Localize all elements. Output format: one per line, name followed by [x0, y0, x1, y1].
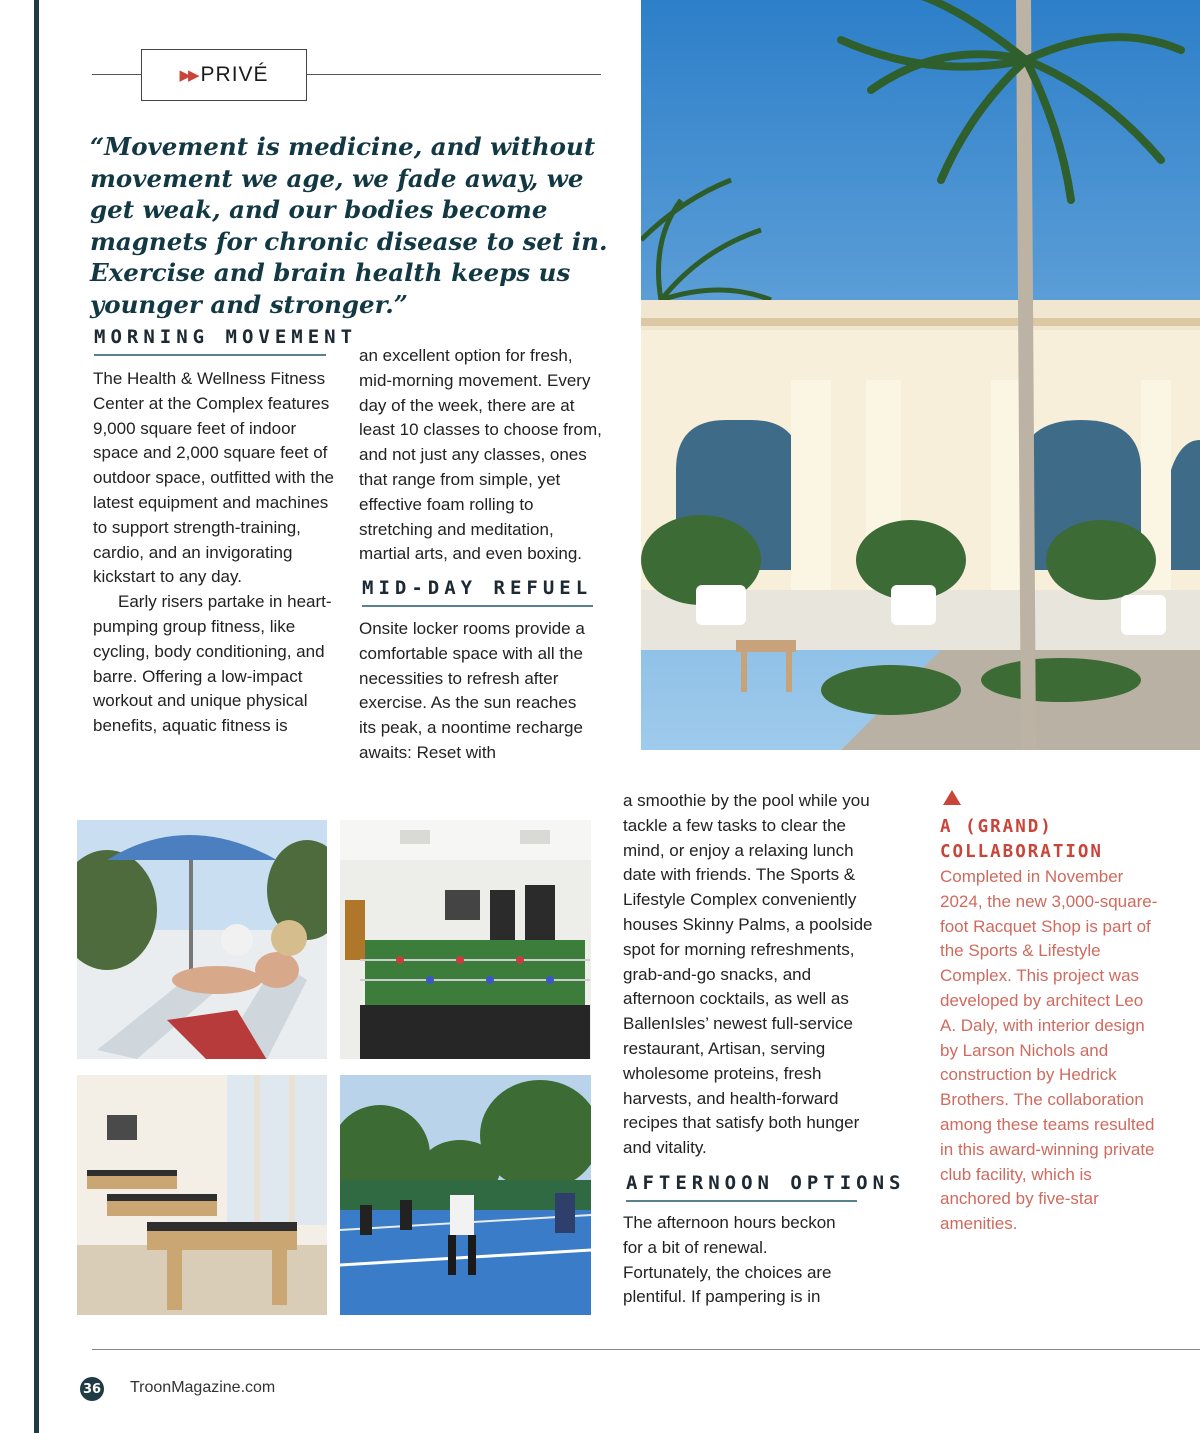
sidebar-title — [940, 815, 1160, 865]
heading-morning-movement — [94, 326, 357, 356]
heading-underline — [362, 605, 593, 607]
triangle-icon — [943, 790, 961, 805]
paragraph: The Health & Wellness Fitness Center at the Complex features 9,000 square feet of indoor space and 2,000 square feet of outdoor space, outfitted with the latest equipment and machines to support strength-training, cardio, and an invigorating kickstart to any day. — [93, 369, 334, 587]
paragraph: The afternoon hours beckon for a bit of renewal. Fortunately, the choices are plentiful. If pampering is in — [623, 1213, 836, 1307]
photo-pilates-studio — [77, 1075, 327, 1315]
photo-pickleball — [340, 1075, 591, 1315]
sidebar-body: Completed in November 2024, the new 3,000-square-foot Racquet Shop is part of the Sports & Lifestyle Complex. This project was developed by architect Leo A. Daly, with interior design by Larson Nichols and construction by Hedrick Brothers. The collaboration among these teams resulted in this award-winning private club facility, which is anchored by five-star amenities. — [940, 867, 1158, 1234]
heading-underline — [94, 354, 326, 356]
footer-rule — [92, 1349, 1200, 1350]
heading-text: MORNING MOVEMENT — [94, 326, 358, 348]
double-arrow-icon: ▶▶ — [179, 67, 197, 84]
paragraph: an excellent option for fresh, mid-morning movement. Every day of the week, there are at least 10 classes to choose from, and not just any classes, ones that range from simple, yet effective foam rolling to stretching and meditation, martial arts, and even boxing. — [359, 346, 602, 564]
heading-underline — [626, 1200, 857, 1202]
site-url: TroonMagazine.com — [130, 1379, 276, 1396]
column-3-bottom — [623, 1211, 858, 1310]
heading-midday-refuel — [362, 577, 592, 607]
sidebar-title-line: A (GRAND) — [940, 817, 1053, 837]
page-number: 36 — [80, 1377, 104, 1401]
header-rule-right — [306, 74, 601, 75]
column-2-bottom — [359, 617, 595, 766]
sidebar-grand-collaboration — [940, 790, 1160, 1237]
paragraph: Onsite locker rooms provide a comfortable space with all the necessities to refresh after exercise. As the sun reaches its peak, a noontime recharge awaits: Reset with — [359, 619, 585, 762]
heading-text: MID-DAY REFUEL — [362, 577, 593, 599]
column-3-top — [623, 789, 875, 1161]
hero-photo-clubhouse — [641, 0, 1200, 750]
paragraph: a smoothie by the pool while you tackle a few tasks to clear the mind, or enjoy a relaxing lunch date with friends. The Sports & Lifestyle Complex conveniently houses Skinny Palms, a poolside spot for morning refreshments, grab-and-go snacks, and afternoon cocktails, as well as BallenIsles’ newest full-service restaurant, Artisan, serving wholesome proteins, fresh harvests, and health-forward recipes that satisfy both hunger and vitality. — [623, 791, 873, 1158]
sidebar-title-line: COLLABORATION — [940, 842, 1103, 862]
heading-afternoon-options — [626, 1172, 905, 1202]
photo-pool-lounge — [77, 820, 327, 1059]
column-2-top — [359, 344, 607, 567]
page-edge-bar — [34, 0, 39, 1433]
section-tag — [141, 49, 307, 101]
paragraph: Early risers partake in heart-pumping group fitness, like cycling, body conditioning, and barre. Offering a low-impact workout and unique physical benefits, aquatic fitness is — [93, 592, 332, 736]
column-1 — [93, 367, 345, 739]
section-label: PRIVÉ — [200, 63, 269, 86]
pull-quote: “Movement is medicine, and without movement we age, we fade away, we get weak, and our bodies become magnets for chronic disease to set in. Exercise and brain health keeps us younger and stronger.” — [90, 132, 608, 319]
heading-text: AFTERNOON OPTIONS — [626, 1172, 906, 1194]
header-rule-left — [92, 74, 142, 75]
photo-game-room — [340, 820, 591, 1059]
